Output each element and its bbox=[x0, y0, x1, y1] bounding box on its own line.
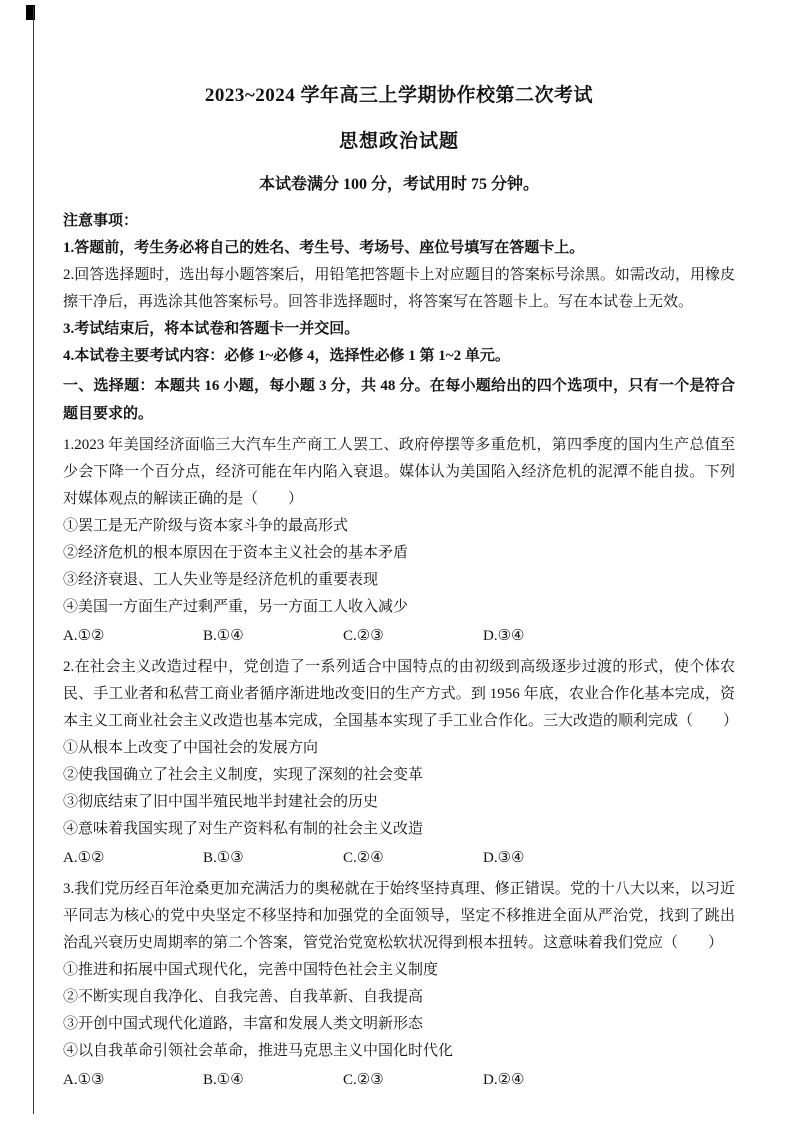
question-3-choice-a: A.①③ bbox=[63, 1072, 105, 1088]
question-2-choice-d: D.③④ bbox=[483, 850, 525, 866]
question-1-option-4: ④美国一方面生产过剩严重，另一方面工人收入减少 bbox=[63, 599, 409, 615]
notice-item-3: 3.考试结束后，将本试卷和答题卡一并交回。 bbox=[63, 321, 360, 337]
page-content bbox=[63, 84, 739, 1094]
question-3-option-1: ①推进和拓展中国式现代化，完善中国特色社会主义制度 bbox=[63, 962, 439, 978]
question-3 bbox=[63, 876, 735, 1094]
question-3-choices bbox=[63, 1067, 735, 1094]
question-1-option-1: ①罢工是无产阶级与资本家斗争的最高形式 bbox=[63, 518, 349, 534]
question-2-choice-b: B.①③ bbox=[203, 850, 244, 866]
question-1-choice-b: B.①④ bbox=[203, 628, 244, 644]
notice-item-4: 4.本试卷主要考试内容：必修 1~必修 4，选择性必修 1 第 1~2 单元。 bbox=[63, 348, 510, 364]
question-3-option-2: ②不断实现自我净化、自我完善、自我革新、自我提高 bbox=[63, 989, 424, 1005]
question-3-option-4: ④以自我革命引领社会革命，推进马克思主义中国化时代化 bbox=[63, 1043, 454, 1059]
question-2-stem: 2.在社会主义改造过程中，党创造了一系列适合中国特点的由初级到高级逐步过渡的形式，使个体农民、手工业者和私营工商业者循序渐进地改变旧的生产方式。到 1956 年底，农业合作化基本完成，资本主义工商业社会主义改造也基本完成，全国基本实现了手工业合作化。三大改造的顺利完成（ ） bbox=[63, 659, 739, 729]
exam-title: 2023~2024 学年高三上学期协作校第二次考试 bbox=[204, 85, 594, 106]
question-3-option-3: ③开创中国式现代化道路，丰富和发展人类文明新形态 bbox=[63, 1016, 424, 1032]
question-1 bbox=[63, 432, 735, 650]
question-1-choices bbox=[63, 623, 735, 650]
question-1-choice-d: D.③④ bbox=[483, 628, 525, 644]
question-2-option-3: ③彻底结束了旧中国半殖民地半封建社会的历史 bbox=[63, 794, 379, 810]
question-1-choice-c: C.②③ bbox=[343, 628, 384, 644]
question-2 bbox=[63, 654, 739, 872]
question-3-choice-c: C.②③ bbox=[343, 1072, 384, 1088]
question-3-stem: 3.我们党历经百年沧桑更加充满活力的奥秘就在于始终坚持真理、修正错误。党的十八大以来，以习近平同志为核心的党中央坚定不移坚持和加强党的全面领导，坚定不移推进全面从严治党，找到了跳出治乱兴衰历史周期率的第二个答案，管党治党宽松软状况得到根本扭转。这意味着我们党应（ ） bbox=[63, 881, 735, 951]
exam-info-line: 本试卷满分 100 分，考试用时 75 分钟。 bbox=[258, 176, 539, 193]
page-border-line bbox=[33, 6, 34, 1114]
exam-subject-title: 思想政治试题 bbox=[338, 131, 459, 152]
question-3-choice-d: D.②④ bbox=[483, 1072, 525, 1088]
question-1-option-3: ③经济衰退、工人失业等是经济危机的重要表现 bbox=[63, 572, 379, 588]
question-2-option-4: ④意味着我国实现了对生产资料私有制的社会主义改造 bbox=[63, 821, 424, 837]
notice-item-2: 2.回答选择题时，选出每小题答案后，用铅笔把答题卡上对应题目的答案标号涂黑。如需改动，用橡皮擦干净后，再选涂其他答案标号。回答非选择题时，将答案写在答题卡上。写在本试卷上无效。 bbox=[63, 267, 735, 310]
notice-item-1: 1.答题前，考生务必将自己的姓名、考生号、考场号、座位号填写在答题卡上。 bbox=[63, 240, 585, 256]
question-1-choice-a: A.①② bbox=[63, 628, 105, 644]
question-2-choice-c: C.②④ bbox=[343, 850, 384, 866]
question-1-option-2: ②经济危机的根本原因在于资本主义社会的基本矛盾 bbox=[63, 545, 409, 561]
question-2-choices bbox=[63, 845, 735, 872]
question-2-option-2: ②使我国确立了社会主义制度，实现了深刻的社会变革 bbox=[63, 767, 424, 783]
question-2-option-1: ①从根本上改变了中国社会的发展方向 bbox=[63, 740, 319, 756]
question-2-choice-a: A.①② bbox=[63, 850, 105, 866]
question-1-stem: 1.2023 年美国经济面临三大汽车生产商工人罢工、政府停摆等多重危机，第四季度的国内生产总值至少会下降一个百分点，经济可能在年内陷入衰退。媒体认为美国陷入经济危机的泥潭不能自拔。下列对媒体观点的解读正确的是（ ） bbox=[63, 437, 735, 507]
section-heading: 一、选择题：本题共 16 小题，每小题 3 分，共 48 分。在每小题给出的四个选项中，只有一个是符合题目要求的。 bbox=[63, 378, 735, 422]
notice-heading: 注意事项： bbox=[63, 213, 139, 229]
question-3-choice-b: B.①④ bbox=[203, 1072, 244, 1088]
